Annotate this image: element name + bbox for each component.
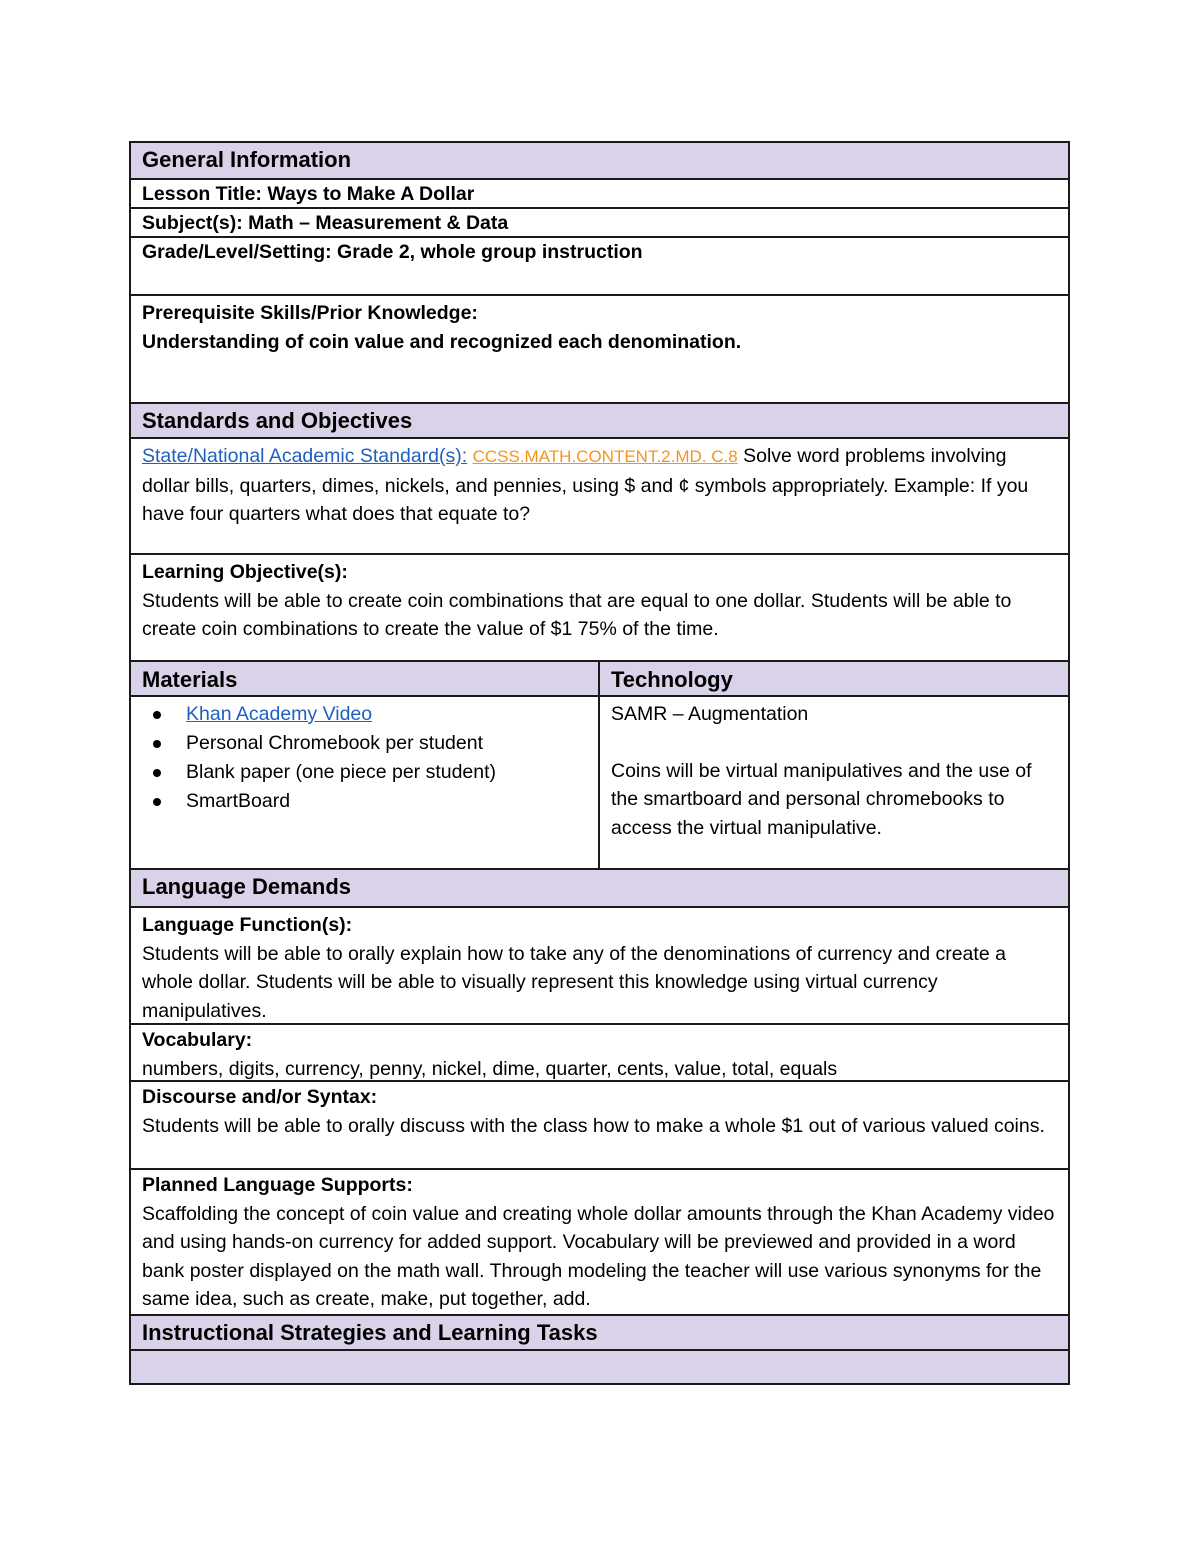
materials-list <box>142 700 588 816</box>
instructional-title: Instructional Strategies and Learning Tasks <box>142 1320 598 1345</box>
vocabulary-row <box>131 1025 1068 1082</box>
subjects-row <box>131 209 1068 238</box>
instructional-empty-row <box>131 1351 1068 1383</box>
prerequisite-text: Understanding of coin value and recognized each denomination. <box>142 330 742 353</box>
instructional-header <box>131 1316 1068 1351</box>
language-function-label: Language Function(s): <box>142 914 353 936</box>
technology-title: Technology <box>611 667 733 692</box>
language-function-text: Students will be able to orally explain how to take any of the denominations of currency and create a whole dollar. Students will be able to visually represent this knowledge using virtual currency manipulatives. <box>142 942 1006 1022</box>
standard-text: Solve word problems involving dollar bills, quarters, dimes, nickels, and pennies, using $ and ¢ symbols appropriately. Example: If you have four quarters what does that equate to? <box>142 445 1029 526</box>
standards-row <box>131 439 1068 555</box>
lesson-title: Lesson Title: Ways to Make A Dollar <box>142 183 475 205</box>
language-supports-text: Scaffolding the concept of coin value and creating whole dollar amounts through the Khan Academy video and using hands-on currency for added support. Vocabulary will be previewed and provided in a word bank poster displayed on the math wall. Through modeling the teacher will use various synonyms for the same idea, such as create, make, put together, add. <box>142 1202 1055 1311</box>
material-text: SmartBoard <box>186 790 291 812</box>
general-information-header <box>131 143 1068 180</box>
prerequisite-label: Prerequisite Skills/Prior Knowledge: <box>142 302 478 324</box>
spacer <box>611 729 1058 757</box>
standards-title: Standards and Objectives <box>142 408 413 433</box>
language-supports-row <box>131 1170 1068 1316</box>
technology-cell <box>600 697 1068 868</box>
subjects: Subject(s): Math – Measurement & Data <box>142 212 509 234</box>
standard-link[interactable]: State/National Academic Standard(s): <box>142 445 468 467</box>
discourse-row <box>131 1082 1068 1170</box>
list-item <box>186 729 588 758</box>
material-text: Personal Chromebook per student <box>186 732 484 754</box>
list-item[interactable] <box>186 700 588 729</box>
materials-cell <box>131 697 600 868</box>
material-text: Blank paper (one piece per student) <box>186 761 497 783</box>
grade-row <box>131 238 1068 296</box>
prerequisite-row <box>131 296 1068 404</box>
lesson-title-row <box>131 180 1068 209</box>
list-item <box>186 787 588 816</box>
vocabulary-label: Vocabulary: <box>142 1029 253 1051</box>
lesson-plan-table <box>129 141 1070 1385</box>
technology-header <box>600 662 1068 695</box>
samr-level: SAMR – Augmentation <box>611 703 809 725</box>
technology-text: Coins will be virtual manipulatives and the use of the smartboard and personal chromebooks to access the virtual manipulative. <box>611 759 1032 839</box>
materials-title: Materials <box>142 667 238 692</box>
khan-academy-link[interactable]: Khan Academy Video <box>186 703 373 725</box>
language-demands-title: Language Demands <box>142 874 352 899</box>
general-information-title: General Information <box>142 147 352 172</box>
language-demands-header <box>131 870 1068 908</box>
list-item <box>186 758 588 787</box>
materials-technology-row <box>131 697 1068 870</box>
language-supports-label: Planned Language Supports: <box>142 1174 413 1196</box>
standards-header <box>131 404 1068 439</box>
grade-level-setting: Grade/Level/Setting: Grade 2, whole group instruction <box>142 241 643 263</box>
standard-code-link[interactable]: CCSS.MATH.CONTENT.2.MD. C.8 <box>472 447 738 466</box>
materials-technology-header <box>131 662 1068 697</box>
discourse-label: Discourse and/or Syntax: <box>142 1086 378 1108</box>
discourse-text: Students will be able to orally discuss with the class how to make a whole $1 out of various valued coins. <box>142 1114 1045 1137</box>
vocabulary-text: numbers, digits, currency, penny, nickel, dime, quarter, cents, value, total, equals <box>142 1057 838 1080</box>
materials-header <box>131 662 600 695</box>
learning-objective-row <box>131 555 1068 662</box>
learning-objective-text: Students will be able to create coin combinations that are equal to one dollar. Students will be able to create coin combinations to create the value of $1 75% of the time. <box>142 589 1012 641</box>
learning-objective-label: Learning Objective(s): <box>142 561 348 583</box>
language-function-row <box>131 908 1068 1025</box>
